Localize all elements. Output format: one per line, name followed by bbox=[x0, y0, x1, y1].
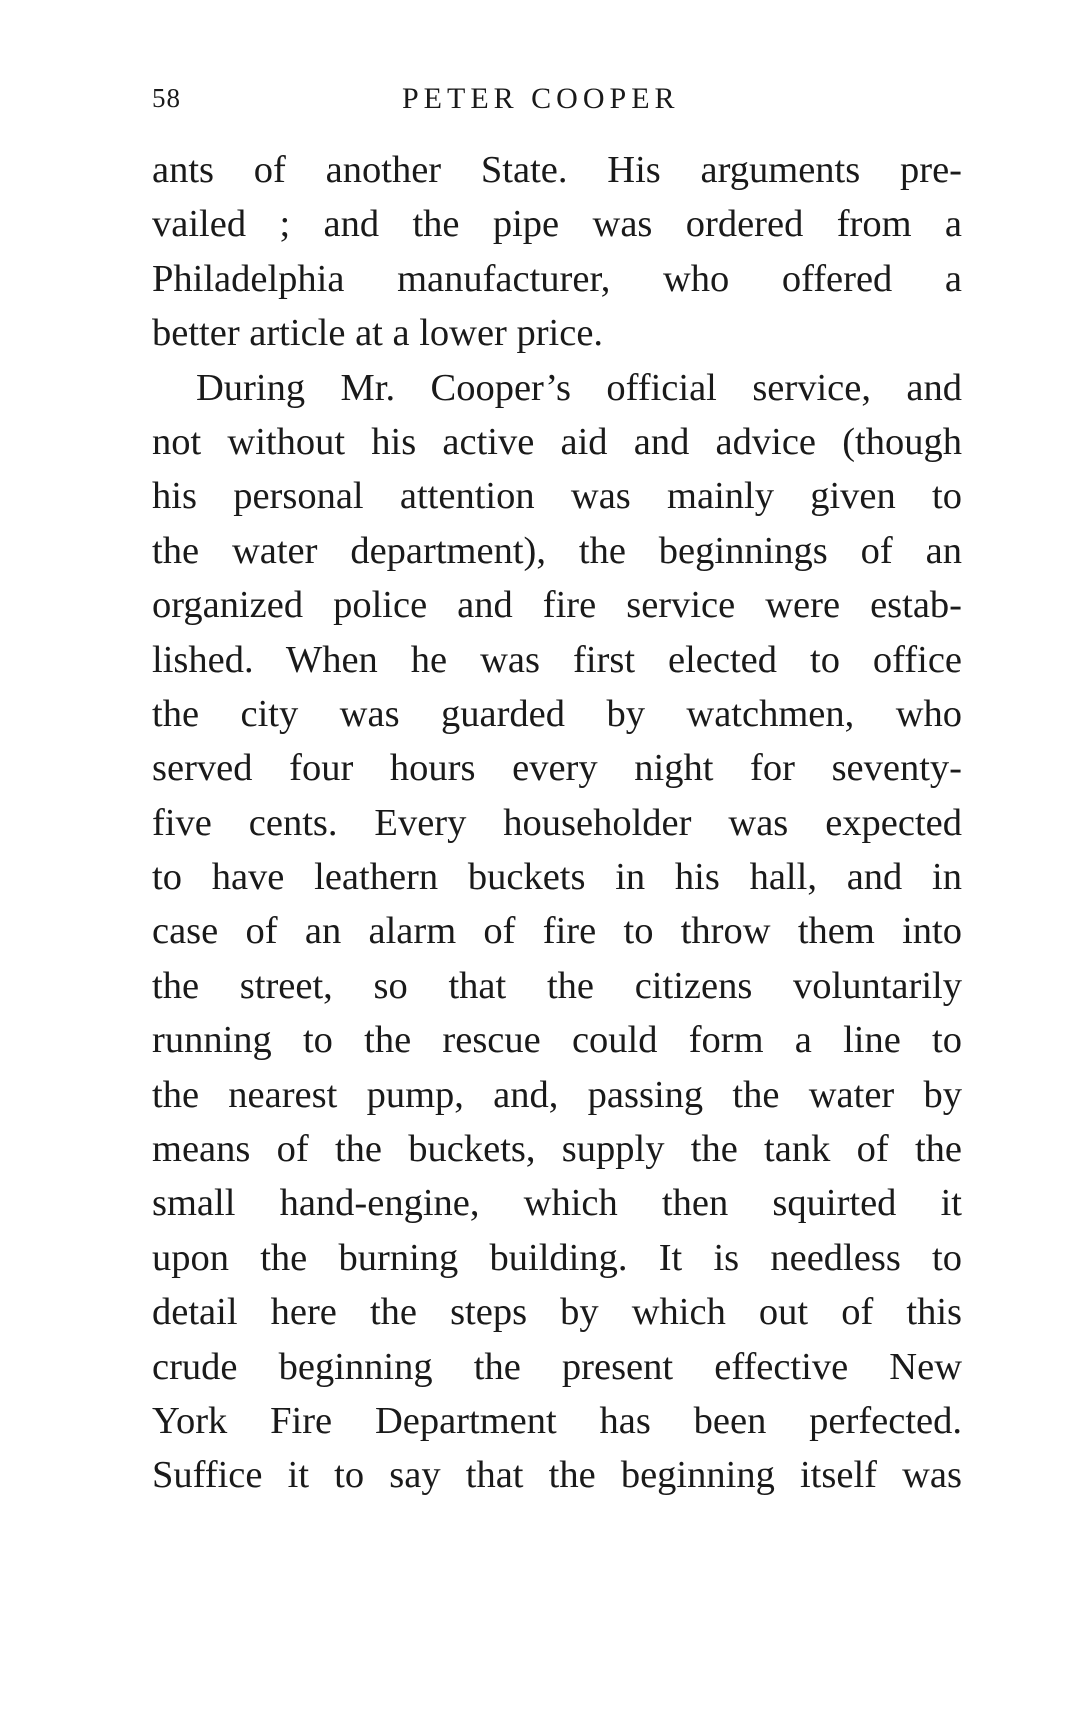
text-line: case of an alarm of fire to throw them into bbox=[152, 910, 962, 953]
text-line: his personal attention was mainly given to bbox=[152, 475, 962, 518]
text-line: running to the rescue could form a line to bbox=[152, 1019, 962, 1062]
text-line: the street, so that the citizens voluntarily bbox=[152, 964, 962, 1007]
text-line: lished. When he was first elected to office bbox=[152, 638, 962, 681]
running-head bbox=[152, 83, 962, 123]
text-line: the water department), the beginnings of an bbox=[152, 529, 962, 572]
text-line: means of the buckets, supply the tank of the bbox=[152, 1128, 962, 1171]
text-line: better article at a lower price. bbox=[152, 312, 604, 355]
text-line: five cents. Every householder was expected bbox=[152, 801, 962, 844]
text-line: served four hours every night for seventy- bbox=[152, 747, 962, 790]
text-line: vailed ; and the pipe was ordered from a bbox=[152, 203, 962, 246]
text-line: to have leathern buckets in his hall, and in bbox=[152, 856, 962, 899]
text-line: the nearest pump, and, passing the water by bbox=[152, 1073, 962, 1116]
text-line: not without his active aid and advice (though bbox=[152, 420, 962, 463]
running-title: PETER COOPER bbox=[402, 82, 680, 115]
text-line: crude beginning the present effective New bbox=[152, 1345, 962, 1388]
text-line: detail here the steps by which out of this bbox=[152, 1291, 962, 1334]
body-text bbox=[152, 143, 962, 1503]
text-line: Suffice it to say that the beginning itself was bbox=[152, 1454, 962, 1497]
text-line: ants of another State. His arguments pre- bbox=[152, 149, 962, 191]
paragraph-start-line: During Mr. Cooper’s official service, and bbox=[196, 366, 962, 409]
text-line: Philadelphia manufacturer, who offered a bbox=[152, 257, 962, 300]
text-line: upon the burning building. It is needless to bbox=[152, 1236, 962, 1279]
text-line: York Fire Department has been perfected. bbox=[152, 1399, 962, 1442]
text-line: small hand-engine, which then squirted it bbox=[152, 1182, 962, 1225]
text-line: organized police and fire service were estab- bbox=[152, 584, 962, 627]
text-line: the city was guarded by watchmen, who bbox=[152, 692, 962, 735]
page-number: 58 bbox=[152, 83, 181, 113]
